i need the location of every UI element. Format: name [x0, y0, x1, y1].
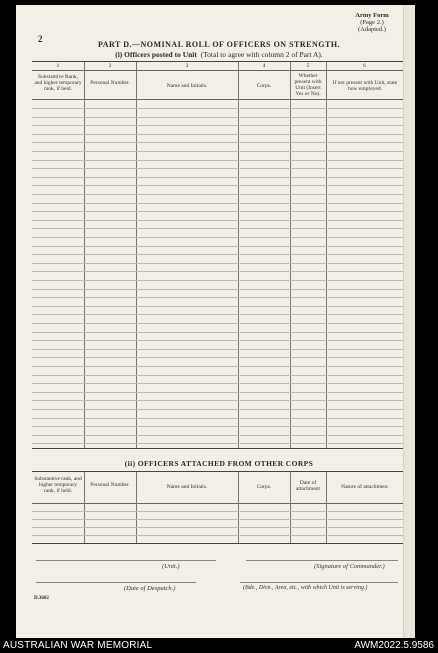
- ruled-row: [32, 332, 403, 333]
- ruled-row: [32, 409, 403, 410]
- ruled-row: [32, 263, 403, 264]
- footer-bar: [0, 638, 438, 653]
- ruled-row: [32, 254, 403, 255]
- ruled-row: [32, 134, 403, 135]
- part-title: PART D.—NOMINAL ROLL OF OFFICERS ON STRENGTH.: [97, 40, 341, 49]
- form-reference: [342, 12, 402, 33]
- despatch-caption: (Date of Despatch.): [124, 585, 176, 592]
- ruled-row: [32, 366, 403, 367]
- ruled-row: [32, 383, 403, 384]
- col-number: 1: [56, 63, 60, 69]
- ruled-row: [32, 246, 403, 247]
- header-rank: Substantive rank, and higher temporary rank, if held.: [34, 476, 82, 494]
- section2-title: (ii) OFFICERS ATTACHED FROM OTHER CORPS: [124, 459, 314, 468]
- ruled-row: [32, 185, 403, 186]
- ruled-row: [32, 211, 403, 212]
- ruled-row: [32, 168, 403, 169]
- col-number: 2: [108, 63, 112, 69]
- bde-line: [240, 582, 398, 583]
- ruled-row: [32, 418, 403, 419]
- ruled-row: [32, 108, 403, 109]
- ruled-row: [32, 237, 403, 238]
- ruled-row: [32, 349, 403, 350]
- ruled-row: [32, 117, 403, 118]
- header-personal-number: Personal Number.: [90, 80, 130, 86]
- ruled-row: [32, 357, 403, 358]
- subtitle-rest: (Total to agree with column 2 of Part A).: [200, 50, 323, 59]
- ruled-row: [32, 177, 403, 178]
- ruled-row: [32, 340, 403, 341]
- ruled-row: [32, 280, 403, 281]
- header-name: Name and Initials.: [166, 83, 208, 89]
- unit-line: [36, 560, 216, 561]
- ruled-row: [32, 306, 403, 307]
- ruled-row: [32, 511, 403, 512]
- form-ref-adapted: (Adapted.): [358, 26, 386, 33]
- header-rank: Substantive Rank, and higher temporary rank, if held.: [34, 74, 82, 92]
- ruled-row: [32, 443, 403, 444]
- ruled-row: [32, 323, 403, 324]
- despatch-line: [36, 582, 196, 583]
- footer-accession: AWM2022.5.9586: [354, 640, 434, 651]
- col-number: 4: [262, 63, 266, 69]
- ruled-row: [32, 194, 403, 195]
- page-mark: 2: [38, 34, 43, 44]
- ruled-row: [32, 151, 403, 152]
- ruled-row: [32, 535, 403, 536]
- ruled-row: [32, 142, 403, 143]
- footer-institution: AUSTRALIAN WAR MEMORIAL: [3, 640, 153, 651]
- ruled-row: [32, 375, 403, 376]
- header-present: Whether present with Unit (Insert Yes or No).: [294, 73, 322, 97]
- ruled-row: [32, 314, 403, 315]
- header-corps: Corps.: [256, 83, 272, 89]
- header-employed: If not present with Unit, state how employed.: [332, 80, 398, 92]
- header-personal-number: Personal Number.: [90, 482, 130, 488]
- ruled-row: [32, 392, 403, 393]
- part-subtitle: [0, 50, 438, 59]
- ruled-row: [32, 160, 403, 161]
- page-edge: [403, 5, 415, 638]
- ruled-row: [32, 435, 403, 436]
- ruled-row: [32, 519, 403, 520]
- commander-line: [246, 560, 398, 561]
- ruled-row: [32, 400, 403, 401]
- ruled-row: [32, 125, 403, 126]
- commander-caption: (Signature of Commander.): [314, 563, 385, 570]
- ruled-row: [32, 426, 403, 427]
- header-nature: Nature of attachment.: [341, 484, 389, 490]
- ruled-row: [32, 220, 403, 221]
- header-corps: Corps.: [256, 484, 272, 490]
- col-number: 6: [363, 63, 366, 69]
- ruled-row: [32, 289, 403, 290]
- officers-attached-table: [32, 471, 403, 544]
- form-ref-page: (Page 2.): [360, 19, 384, 26]
- ruled-row: [32, 527, 403, 528]
- ruled-row: [32, 271, 403, 272]
- ruled-row: [32, 228, 403, 229]
- ruled-row: [32, 203, 403, 204]
- col-number: 3: [185, 63, 189, 69]
- officers-posted-table: [32, 61, 403, 449]
- form-ref-title: Army Form: [355, 12, 389, 19]
- header-date: Date of attachment: [295, 480, 321, 492]
- subtitle-bold: (i) Officers posted to Unit: [115, 50, 197, 59]
- form-number: D.3602: [34, 596, 49, 601]
- col-number: 5: [306, 63, 310, 69]
- ruled-row: [32, 297, 403, 298]
- bde-caption: (Bde., Divn., Area, etc., with which Unit is serving.): [243, 585, 368, 591]
- unit-caption: (Unit.): [162, 563, 180, 570]
- header-name: Name and Initials.: [166, 484, 208, 490]
